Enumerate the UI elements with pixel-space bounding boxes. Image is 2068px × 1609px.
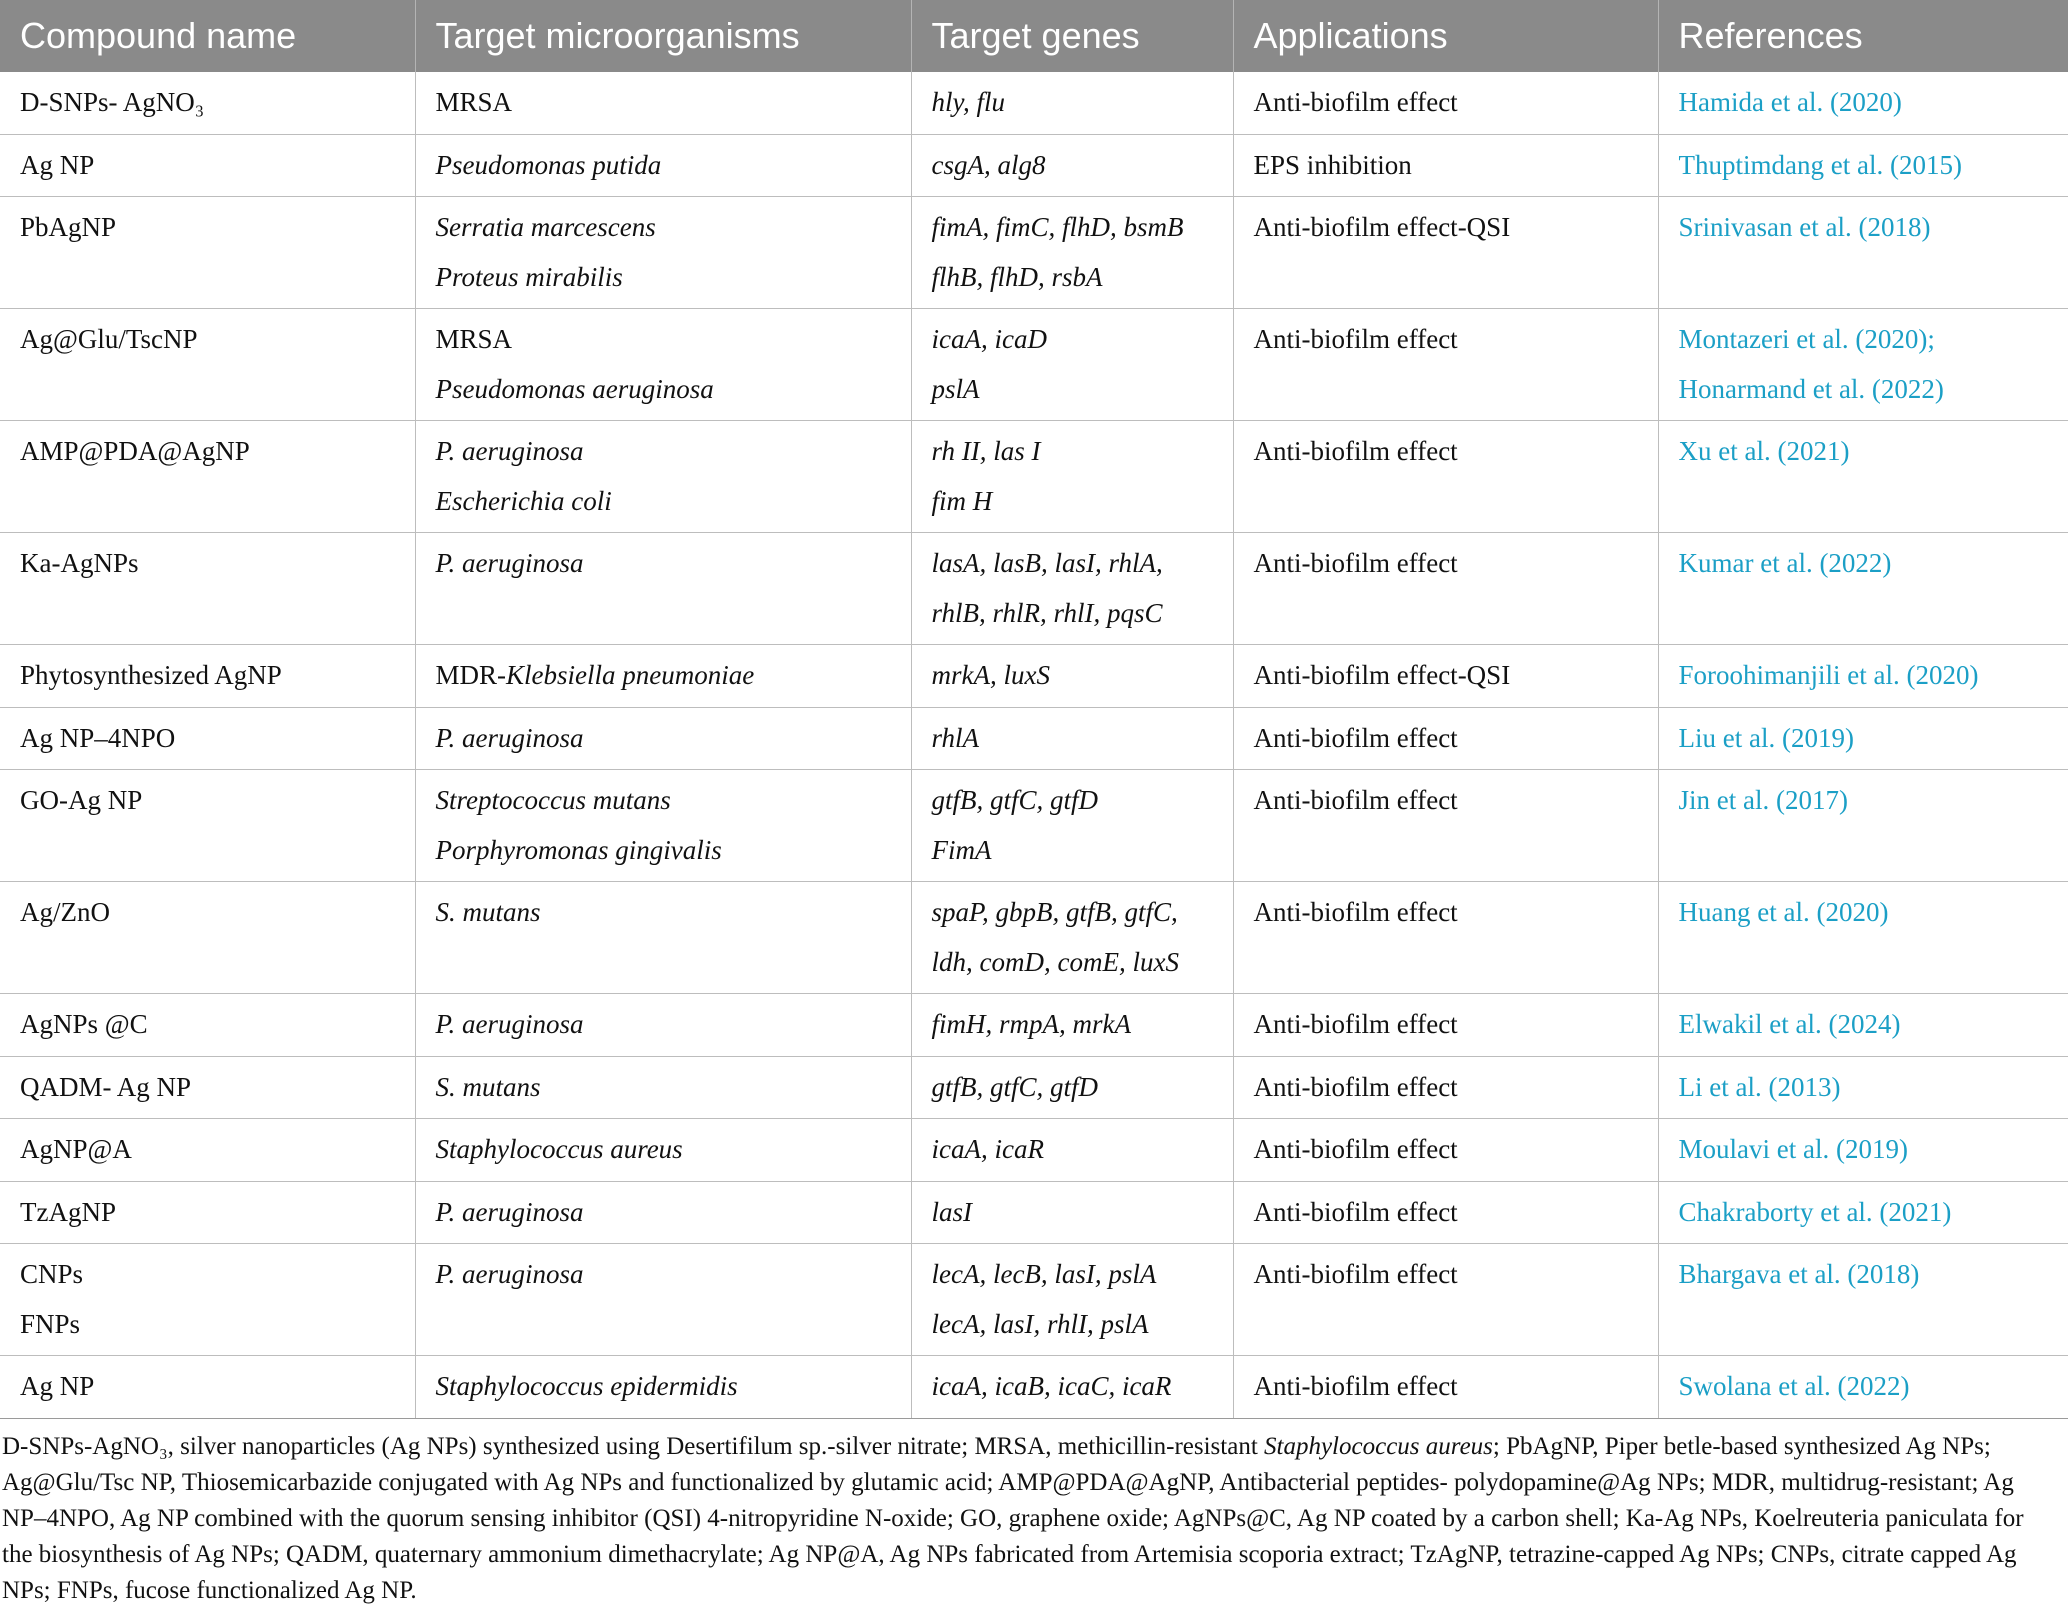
application-cell: Anti-biofilm effect (1233, 72, 1658, 134)
organism-line (436, 888, 911, 938)
organism-cell (415, 707, 911, 770)
organism-line (436, 427, 911, 477)
header-compound: Compound name (0, 0, 415, 72)
reference-link[interactable]: Hamida et al. (2020) (1679, 78, 2068, 128)
reference-cell (1658, 994, 2068, 1057)
compound-cell-line: Ag NP (20, 1362, 415, 1412)
table-row (0, 1056, 2068, 1119)
genes-cell-line: gtfB, gtfC, gtfD (932, 776, 1233, 826)
compound-cell (0, 1056, 415, 1119)
reference-cell (1658, 1119, 2068, 1182)
compound-cell-line: Ka-AgNPs (20, 539, 415, 589)
compound-cell (0, 421, 415, 533)
reference-link[interactable]: Foroohimanjili et al. (2020) (1679, 651, 2068, 701)
organism-cell (415, 645, 911, 708)
reference-link[interactable]: Bhargava et al. (2018) (1679, 1250, 2068, 1300)
reference-link[interactable]: Jin et al. (2017) (1679, 776, 2068, 826)
reference-link[interactable]: Huang et al. (2020) (1679, 888, 2068, 938)
genes-cell (911, 533, 1233, 645)
compound-cell-line: Ag@Glu/TscNP (20, 315, 415, 365)
organism-name: Staphylococcus epidermidis (436, 1371, 738, 1401)
reference-link[interactable]: Chakraborty et al. (2021) (1679, 1188, 2068, 1238)
table-row (0, 645, 2068, 708)
genes-cell (911, 1181, 1233, 1244)
organism-line (436, 477, 911, 527)
compound-cell (0, 770, 415, 882)
table-row (0, 533, 2068, 645)
table-body (0, 72, 2068, 1418)
reference-cell (1658, 1181, 2068, 1244)
compound-cell-line: AgNPs @C (20, 1000, 415, 1050)
table-row (0, 421, 2068, 533)
organism-cell (415, 1356, 911, 1419)
organism-name: Escherichia coli (436, 486, 612, 516)
application-cell: Anti-biofilm effect-QSI (1233, 197, 1658, 309)
reference-link[interactable]: Li et al. (2013) (1679, 1063, 2068, 1113)
genes-cell-line: rhlB, rhlR, rhlI, pqsC (932, 589, 1233, 639)
compound-cell-line: PbAgNP (20, 203, 415, 253)
genes-cell-line: icaA, icaB, icaC, icaR (932, 1362, 1233, 1412)
reference-link[interactable]: Elwakil et al. (2024) (1679, 1000, 2068, 1050)
compound-cell-line: D-SNPs- AgNO₃ (20, 78, 415, 128)
reference-cell (1658, 72, 2068, 134)
application-cell: Anti-biofilm effect (1233, 770, 1658, 882)
reference-link[interactable]: Kumar et al. (2022) (1679, 539, 2068, 589)
organism-line (436, 253, 911, 303)
genes-cell-line: icaA, icaD (932, 315, 1233, 365)
table-row (0, 994, 2068, 1057)
genes-cell-line: lasI (932, 1188, 1233, 1238)
table-row (0, 1244, 2068, 1356)
genes-cell-line: FimA (932, 826, 1233, 876)
organism-cell (415, 533, 911, 645)
genes-cell-line: lasA, lasB, lasI, rhlA, (932, 539, 1233, 589)
genes-cell-line: lecA, lasI, rhlI, pslA (932, 1300, 1233, 1350)
organism-line (436, 651, 911, 701)
genes-cell-line: spaP, gbpB, gtfB, gtfC, (932, 888, 1233, 938)
compound-cell (0, 72, 415, 134)
application-cell: EPS inhibition (1233, 134, 1658, 197)
reference-link[interactable]: Xu et al. (2021) (1679, 427, 2068, 477)
compound-cell-line: CNPs (20, 1250, 415, 1300)
header-references: References (1658, 0, 2068, 72)
organism-line (436, 1362, 911, 1412)
organism-cell (415, 1181, 911, 1244)
compound-cell (0, 134, 415, 197)
compound-cell-line: Ag/ZnO (20, 888, 415, 938)
genes-cell-line: pslA (932, 365, 1233, 415)
genes-cell-line: fimH, rmpA, mrkA (932, 1000, 1233, 1050)
organism-name: Staphylococcus aureus (436, 1134, 683, 1164)
compound-cell-line: AgNP@A (20, 1125, 415, 1175)
compound-cell (0, 994, 415, 1057)
genes-cell-line: fimA, fimC, flhD, bsmB (932, 203, 1233, 253)
table-row (0, 770, 2068, 882)
compound-cell (0, 707, 415, 770)
reference-cell (1658, 1056, 2068, 1119)
compound-cell-line: Phytosynthesized AgNP (20, 651, 415, 701)
compound-cell (0, 1244, 415, 1356)
compound-cell-line: Ag NP–4NPO (20, 714, 415, 764)
compound-cell-line: GO-Ag NP (20, 776, 415, 826)
organism-name: P. aeruginosa (436, 723, 584, 753)
genes-cell-line: flhB, flhD, rsbA (932, 253, 1233, 303)
organism-line (436, 1250, 911, 1300)
application-cell: Anti-biofilm effect (1233, 707, 1658, 770)
organism-line (436, 315, 911, 365)
reference-cell (1658, 197, 2068, 309)
organism-name: Streptococcus mutans (436, 785, 671, 815)
header-genes: Target genes (911, 0, 1233, 72)
organism-line (436, 203, 911, 253)
genes-cell (911, 1056, 1233, 1119)
genes-cell (911, 72, 1233, 134)
organism-line (436, 714, 911, 764)
reference-link[interactable]: Thuptimdang et al. (2015) (1679, 141, 2068, 191)
organism-name: Pseudomonas aeruginosa (436, 374, 714, 404)
reference-cell (1658, 707, 2068, 770)
genes-cell (911, 197, 1233, 309)
organism-cell (415, 994, 911, 1057)
organism-cell (415, 309, 911, 421)
table-row (0, 134, 2068, 197)
organism-name: Pseudomonas putida (436, 150, 662, 180)
genes-cell-line: gtfB, gtfC, gtfD (932, 1063, 1233, 1113)
reference-link[interactable]: Liu et al. (2019) (1679, 714, 2068, 764)
organism-cell (415, 72, 911, 134)
genes-cell-line: rhlA (932, 714, 1233, 764)
organism-line (436, 1063, 911, 1113)
table-row (0, 707, 2068, 770)
table-row (0, 1119, 2068, 1182)
genes-cell (911, 309, 1233, 421)
application-cell: Anti-biofilm effect (1233, 994, 1658, 1057)
compound-cell-line: TzAgNP (20, 1188, 415, 1238)
reference-cell (1658, 770, 2068, 882)
organism-line (436, 1188, 911, 1238)
genes-cell-line: hly, flu (932, 78, 1233, 128)
application-cell: Anti-biofilm effect (1233, 309, 1658, 421)
genes-cell (911, 645, 1233, 708)
application-cell: Anti-biofilm effect (1233, 1244, 1658, 1356)
genes-cell (911, 1356, 1233, 1419)
organism-line (436, 826, 911, 876)
organism-prefix: MDR- (436, 660, 507, 690)
compound-cell-line: FNPs (20, 1300, 415, 1350)
organism-name: Klebsiella pneumoniae (506, 660, 754, 690)
organism-name: S. mutans (436, 1072, 541, 1102)
genes-cell (911, 707, 1233, 770)
genes-cell (911, 994, 1233, 1057)
table-row (0, 1356, 2068, 1419)
application-cell: Anti-biofilm effect (1233, 1356, 1658, 1419)
footnote-part2: ; PbAgNP, Piper betle-based synthesized Ag NPs; Ag@Glu/Tsc NP, Thiosemicarbazide conjugated with Ag NPs and functionalized by glutamic acid; AMP@PDA@AgNP, Antibacterial peptides- polydopamine@Ag NPs; MDR, multidrug-resistant; Ag NP–4NPO, Ag NP combined with the quorum sensing inhibitor (QSI) 4-nitropyridine N-oxide; GO, graphene oxide; AgNPs@C, Ag NP coated by a carbon shell; Ka-Ag NPs, Koelreuteria paniculata for the biosynthesis of Ag NPs; QADM, quaternary ammonium dimethacrylate; Ag NP@A, Ag NPs fabricated from Artemisia scoporia extract; TzAgNP, tetrazine-capped Ag NPs; CNPs, citrate capped Ag NPs; FNPs, fucose functionalized Ag NP. (2, 1433, 2024, 1604)
organism-cell (415, 421, 911, 533)
organism-line (436, 1125, 911, 1175)
table-row (0, 72, 2068, 134)
genes-cell (911, 421, 1233, 533)
organism-line (436, 78, 911, 128)
table-footnote (0, 1419, 2068, 1609)
organism-name: P. aeruginosa (436, 548, 584, 578)
genes-cell (911, 882, 1233, 994)
organism-line (436, 776, 911, 826)
reference-cell (1658, 1356, 2068, 1419)
reference-link[interactable]: Srinivasan et al. (2018) (1679, 203, 2068, 253)
header-microorganisms: Target microorganisms (415, 0, 911, 72)
compound-cell (0, 197, 415, 309)
genes-cell-line: fim H (932, 477, 1233, 527)
organism-name: S. mutans (436, 897, 541, 927)
compound-cell-line: AMP@PDA@AgNP (20, 427, 415, 477)
genes-cell (911, 770, 1233, 882)
organism-name: Proteus mirabilis (436, 262, 623, 292)
application-cell: Anti-biofilm effect (1233, 421, 1658, 533)
organism-name: P. aeruginosa (436, 436, 584, 466)
reference-link[interactable]: Moulavi et al. (2019) (1679, 1125, 2068, 1175)
genes-cell-line: csgA, alg8 (932, 141, 1233, 191)
header-row (0, 0, 2068, 72)
genes-cell-line: rh II, las I (932, 427, 1233, 477)
table-row (0, 309, 2068, 421)
organism-cell (415, 1244, 911, 1356)
header-applications: Applications (1233, 0, 1658, 72)
organism-line (436, 1000, 911, 1050)
organism-name: P. aeruginosa (436, 1259, 584, 1289)
reference-link[interactable]: Montazeri et al. (2020); (1679, 315, 2068, 365)
organism-name: Serratia marcescens (436, 212, 656, 242)
compound-cell (0, 1119, 415, 1182)
organism-name: MRSA (436, 87, 513, 117)
reference-cell (1658, 882, 2068, 994)
genes-cell-line: lecA, lecB, lasI, pslA (932, 1250, 1233, 1300)
organism-cell (415, 1119, 911, 1182)
organism-cell (415, 882, 911, 994)
compound-cell (0, 533, 415, 645)
reference-cell (1658, 134, 2068, 197)
organism-line (436, 539, 911, 589)
compound-cell-line: QADM- Ag NP (20, 1063, 415, 1113)
organism-name: Porphyromonas gingivalis (436, 835, 722, 865)
organism-line (436, 141, 911, 191)
table-row (0, 882, 2068, 994)
organism-line (436, 365, 911, 415)
compound-cell (0, 1181, 415, 1244)
genes-cell-line: ldh, comD, comE, luxS (932, 938, 1233, 988)
reference-cell (1658, 1244, 2068, 1356)
application-cell: Anti-biofilm effect (1233, 882, 1658, 994)
organism-name: MRSA (436, 324, 513, 354)
organism-name: P. aeruginosa (436, 1197, 584, 1227)
genes-cell-line: icaA, icaR (932, 1125, 1233, 1175)
application-cell: Anti-biofilm effect (1233, 1119, 1658, 1182)
table-row (0, 197, 2068, 309)
application-cell: Anti-biofilm effect (1233, 1056, 1658, 1119)
application-cell: Anti-biofilm effect-QSI (1233, 645, 1658, 708)
compound-cell (0, 1356, 415, 1419)
application-cell: Anti-biofilm effect (1233, 1181, 1658, 1244)
application-cell: Anti-biofilm effect (1233, 533, 1658, 645)
compound-cell-line: Ag NP (20, 141, 415, 191)
reference-cell (1658, 421, 2068, 533)
genes-cell (911, 134, 1233, 197)
organism-cell (415, 1056, 911, 1119)
compound-cell (0, 645, 415, 708)
table-row (0, 1181, 2068, 1244)
compound-cell (0, 309, 415, 421)
organism-cell (415, 134, 911, 197)
genes-cell (911, 1119, 1233, 1182)
compound-cell (0, 882, 415, 994)
reference-link[interactable]: Honarmand et al. (2022) (1679, 365, 2068, 415)
reference-cell (1658, 645, 2068, 708)
genes-cell (911, 1244, 1233, 1356)
footnote-part1: D-SNPs-AgNO₃, silver nanoparticles (Ag NPs) synthesized using Desertifilum sp.-silver nitrate; MRSA, methicillin-resistant (2, 1433, 1264, 1460)
organism-cell (415, 197, 911, 309)
reference-cell (1658, 309, 2068, 421)
genes-cell-line: mrkA, luxS (932, 651, 1233, 701)
footnote-italic: Staphylococcus aureus (1264, 1433, 1493, 1460)
reference-cell (1658, 533, 2068, 645)
reference-link[interactable]: Swolana et al. (2022) (1679, 1362, 2068, 1412)
organism-cell (415, 770, 911, 882)
organism-name: P. aeruginosa (436, 1009, 584, 1039)
